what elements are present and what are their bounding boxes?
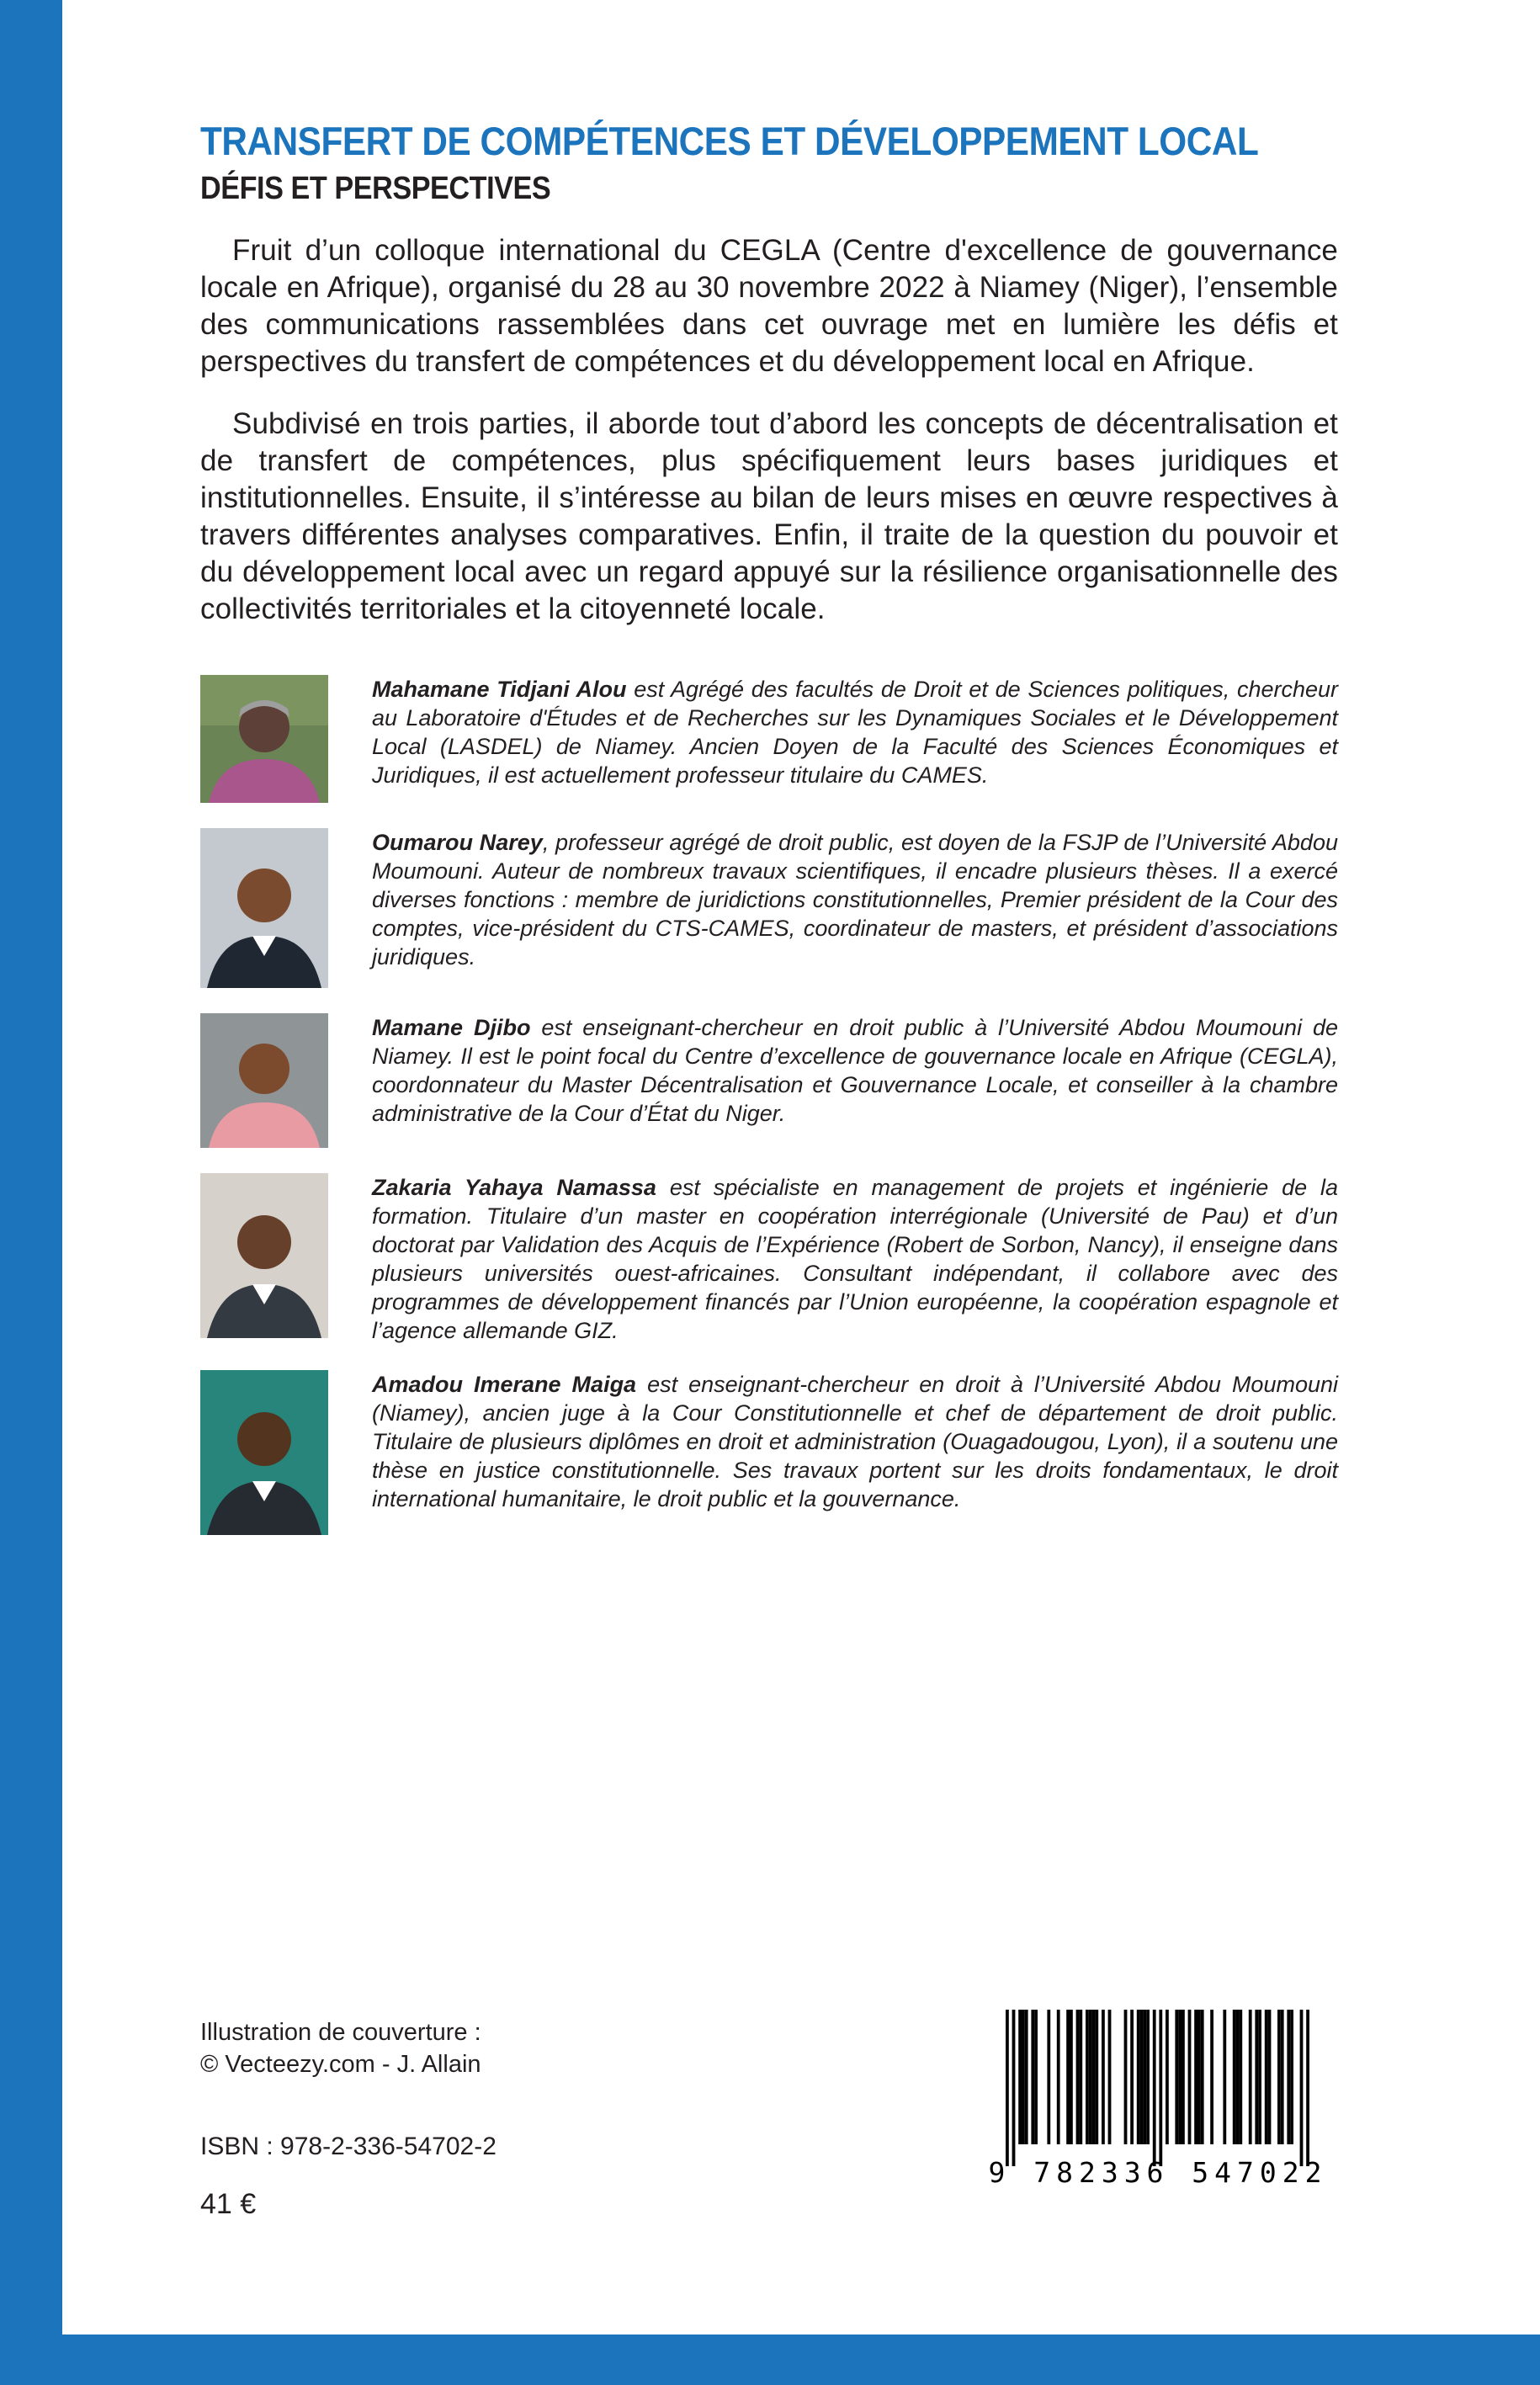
author-bio-text xyxy=(372,1370,1338,1513)
author-bio-text xyxy=(372,1173,1338,1345)
author-bio-text xyxy=(372,1013,1338,1128)
barcode-number: 9 782336 547022 xyxy=(988,2156,1328,2189)
synopsis-paragraph-1: Fruit d’un colloque international du CEGLA (Centre d'excellence de gouvernance locale en Afrique), organisé du 28 au 30 novembre 2022 à Niamey (Niger), l’ensemble des communications rassemblées dans cet ouvrage met en lumière les défis et perspectives du transfert de compétences et du développement local en Afrique. xyxy=(200,234,1338,378)
author-bio xyxy=(200,1013,1338,1148)
back-cover-content xyxy=(200,118,1338,1560)
author-bio-text xyxy=(372,675,1338,789)
author-photo xyxy=(200,675,328,803)
credit-line-2: © Vecteezy.com - J. Allain xyxy=(200,2051,481,2078)
author-bio xyxy=(200,828,1338,988)
author-photo xyxy=(200,828,328,988)
author-name: Oumarou Narey xyxy=(372,830,543,855)
author-photo xyxy=(200,1013,328,1148)
author-bio-body: est spécialiste en management de projets et ingénierie de la formation. Titulaire d’un master en coopération interrégionale (Université de Pau) et d’un doctorat par Validation des Acquis de l’Expérience (Robert de Sorbon, Nancy), il enseigne dans plusieurs universités ouest-africaines. Consultant indépendant, il collabore avec des programmes de développement financés par l’Union européenne, la coopération espagnole et l’agence allemande GIZ. xyxy=(372,1175,1338,1343)
book-title: TRANSFERT DE COMPÉTENCES ET DÉVELOPPEMENT LOCAL xyxy=(200,119,1259,163)
author-bio xyxy=(200,1173,1338,1345)
credit-line-1: Illustration de couverture : xyxy=(200,2019,481,2046)
author-name: Amadou Imerane Maiga xyxy=(372,1372,637,1397)
isbn-text: ISBN : 978-2-336-54702-2 xyxy=(200,2133,497,2160)
author-bio-body: est Agrégé des facultés de Droit et de Sciences politiques, chercheur au Laboratoire d'Études et de Recherches sur les Dynamiques Sociales et le Développement Local (LASDEL) de Niamey. Ancien Doyen de la Faculté des Sciences Économiques et Juridiques, il est actuellement professeur titulaire du CAMES. xyxy=(372,677,1339,788)
author-bio xyxy=(200,675,1338,803)
author-name: Mahamane Tidjani Alou xyxy=(372,677,627,702)
author-bio xyxy=(200,1370,1338,1535)
author-bio-body: est enseignant-chercheur en droit public à l’Université Abdou Moumouni de Niamey. Il est le point focal du Centre d’excellence de gouvernance locale en Afrique (CEGLA), coordonnateur du Master Décentralisation et Gouvernance Locale, et conseiller à la chambre administrative de la Cour d’État du Niger. xyxy=(372,1015,1339,1126)
barcode xyxy=(976,2010,1340,2189)
author-name: Mamane Djibo xyxy=(372,1015,531,1040)
author-photo xyxy=(200,1173,328,1338)
author-bio-body: , professeur agrégé de droit public, est doyen de la FSJP de l’Université Abdou Moumouni. Auteur de nombreux travaux scientifiques, il encadre plusieurs thèses. Il a exercé diverses fonctions : membre de juridictions constitutionnelles, Premier président de la Cour des comptes, vice-président du CTS-CAMES, coordinateur de masters, et président d’associations juridiques. xyxy=(372,830,1338,969)
cover-illustration-credit xyxy=(200,2016,481,2080)
author-name: Zakaria Yahaya Namassa xyxy=(372,1175,656,1200)
price-text: 41 € xyxy=(200,2188,257,2220)
barcode-bars xyxy=(990,2010,1326,2170)
book-subtitle: DÉFIS ET PERSPECTIVES xyxy=(200,171,551,206)
author-bio-text xyxy=(372,828,1338,971)
author-bio-body: est enseignant-chercheur en droit à l’Université Abdou Moumouni (Niamey), ancien juge à la Cour Constitutionnelle et chef de département de droit public. Titulaire de plusieurs diplômes en droit et administration (Ouagadougou, Lyon), il a soutenu une thèse en justice constitutionnelle. Ses travaux portent sur les droits fondamentaux, le droit international humanitaire, le droit public et la gouvernance. xyxy=(372,1372,1339,1511)
synopsis-paragraph-2: Subdivisé en trois parties, il aborde tout d’abord les concepts de décentralisation et de transfert de compétences, plus spécifiquement leurs bases juridiques et institutionnelles. Ensuite, il s’intéresse au bilan de leurs mises en œuvre respectives à travers différentes analyses comparatives. Enfin, il traite de la question du pouvoir et du développement local avec un regard appuyé sur la résilience organisationnelle des collectivités territoriales et la citoyenneté locale. xyxy=(200,407,1338,625)
author-photo xyxy=(200,1370,328,1535)
author-bios xyxy=(200,675,1338,1535)
bottom-blue-stripe xyxy=(0,2335,1540,2385)
left-blue-stripe xyxy=(0,0,62,2385)
